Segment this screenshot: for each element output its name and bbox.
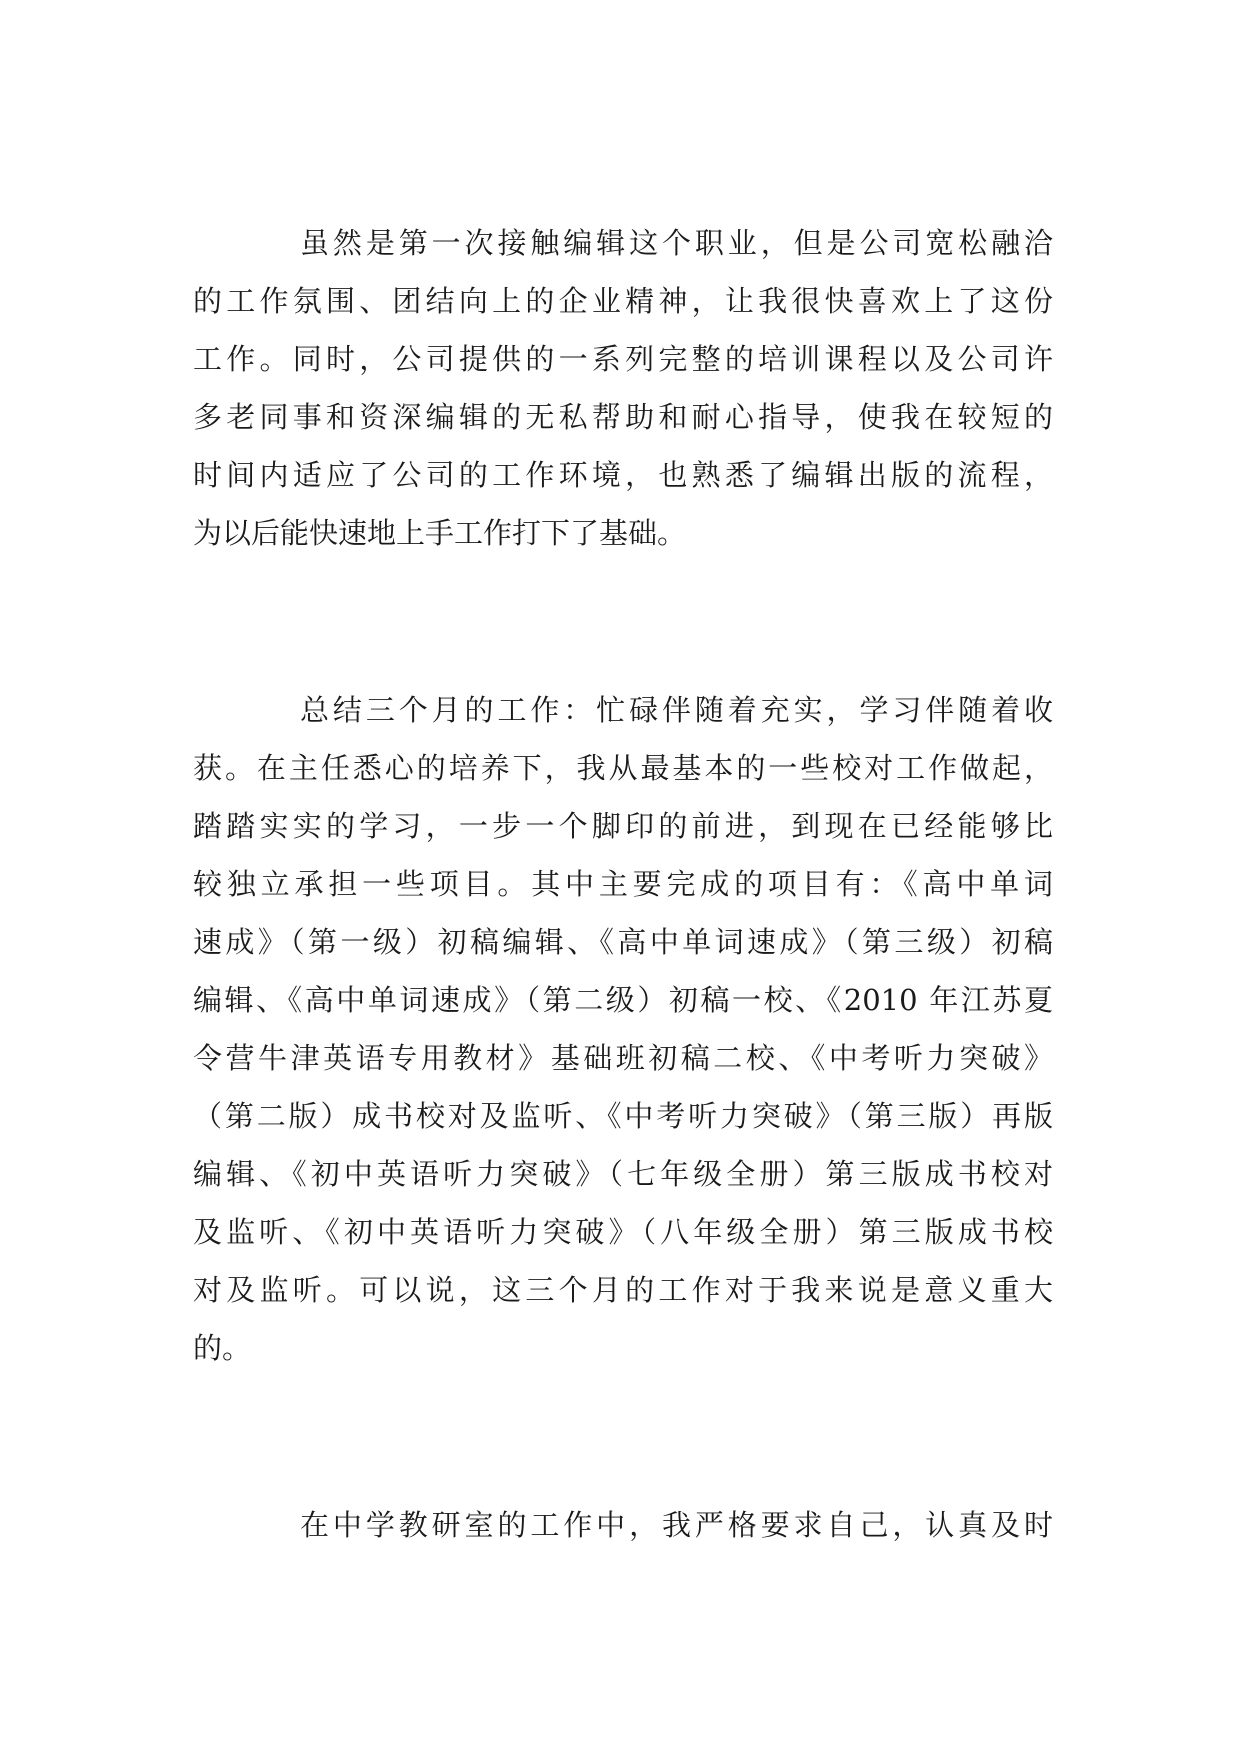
text-line: 踏踏实实的学习，一步一个脚印的前进，到现在已经能够比: [193, 809, 1053, 843]
paragraph-three-month-summary: [193, 681, 1053, 1377]
paragraph-teaching-research: [193, 1496, 1053, 1554]
text-line: （第二版）成书校对及监听、《中考听力突破》（第三版）再版: [193, 1099, 1053, 1133]
text-line: 总结三个月的工作：忙碌伴随着充实，学习伴随着收: [300, 693, 1053, 727]
text-line: 时间内适应了公司的工作环境，也熟悉了编辑出版的流程，: [193, 458, 1053, 492]
text-line: 及监听、《初中英语听力突破》（八年级全册）第三版成书校: [193, 1215, 1053, 1249]
text-line: 较独立承担一些项目。其中主要完成的项目有：《高中单词: [193, 867, 1053, 901]
text-line: 的工作氛围、团结向上的企业精神，让我很快喜欢上了这份: [193, 284, 1053, 318]
text-line: 在中学教研室的工作中，我严格要求自己，认真及时: [300, 1508, 1053, 1542]
text-line: 虽然是第一次接触编辑这个职业，但是公司宽松融洽: [300, 226, 1053, 260]
text-line: 工作。同时，公司提供的一系列完整的培训课程以及公司许: [193, 342, 1053, 376]
text-line: 令营牛津英语专用教材》基础班初稿二校、《中考听力突破》: [193, 1041, 1053, 1075]
text-line: 速成》（第一级）初稿编辑、《高中单词速成》（第三级）初稿: [193, 925, 1053, 959]
text-line: 多老同事和资深编辑的无私帮助和耐心指导，使我在较短的: [193, 400, 1053, 434]
paragraph-editor-onboarding: [193, 214, 1053, 562]
text-line: 为以后能快速地上手工作打下了基础。: [193, 516, 687, 550]
text-line: 的。: [193, 1331, 252, 1365]
text-line: 编辑、《初中英语听力突破》（七年级全册）第三版成书校对: [193, 1157, 1053, 1191]
text-line: 编辑、《高中单词速成》（第二级）初稿一校、《2010 年江苏夏: [193, 983, 1053, 1017]
text-line: 获。在主任悉心的培养下，我从最基本的一些校对工作做起，: [193, 751, 1053, 785]
text-line: 对及监听。可以说，这三个月的工作对于我来说是意义重大: [193, 1273, 1053, 1307]
